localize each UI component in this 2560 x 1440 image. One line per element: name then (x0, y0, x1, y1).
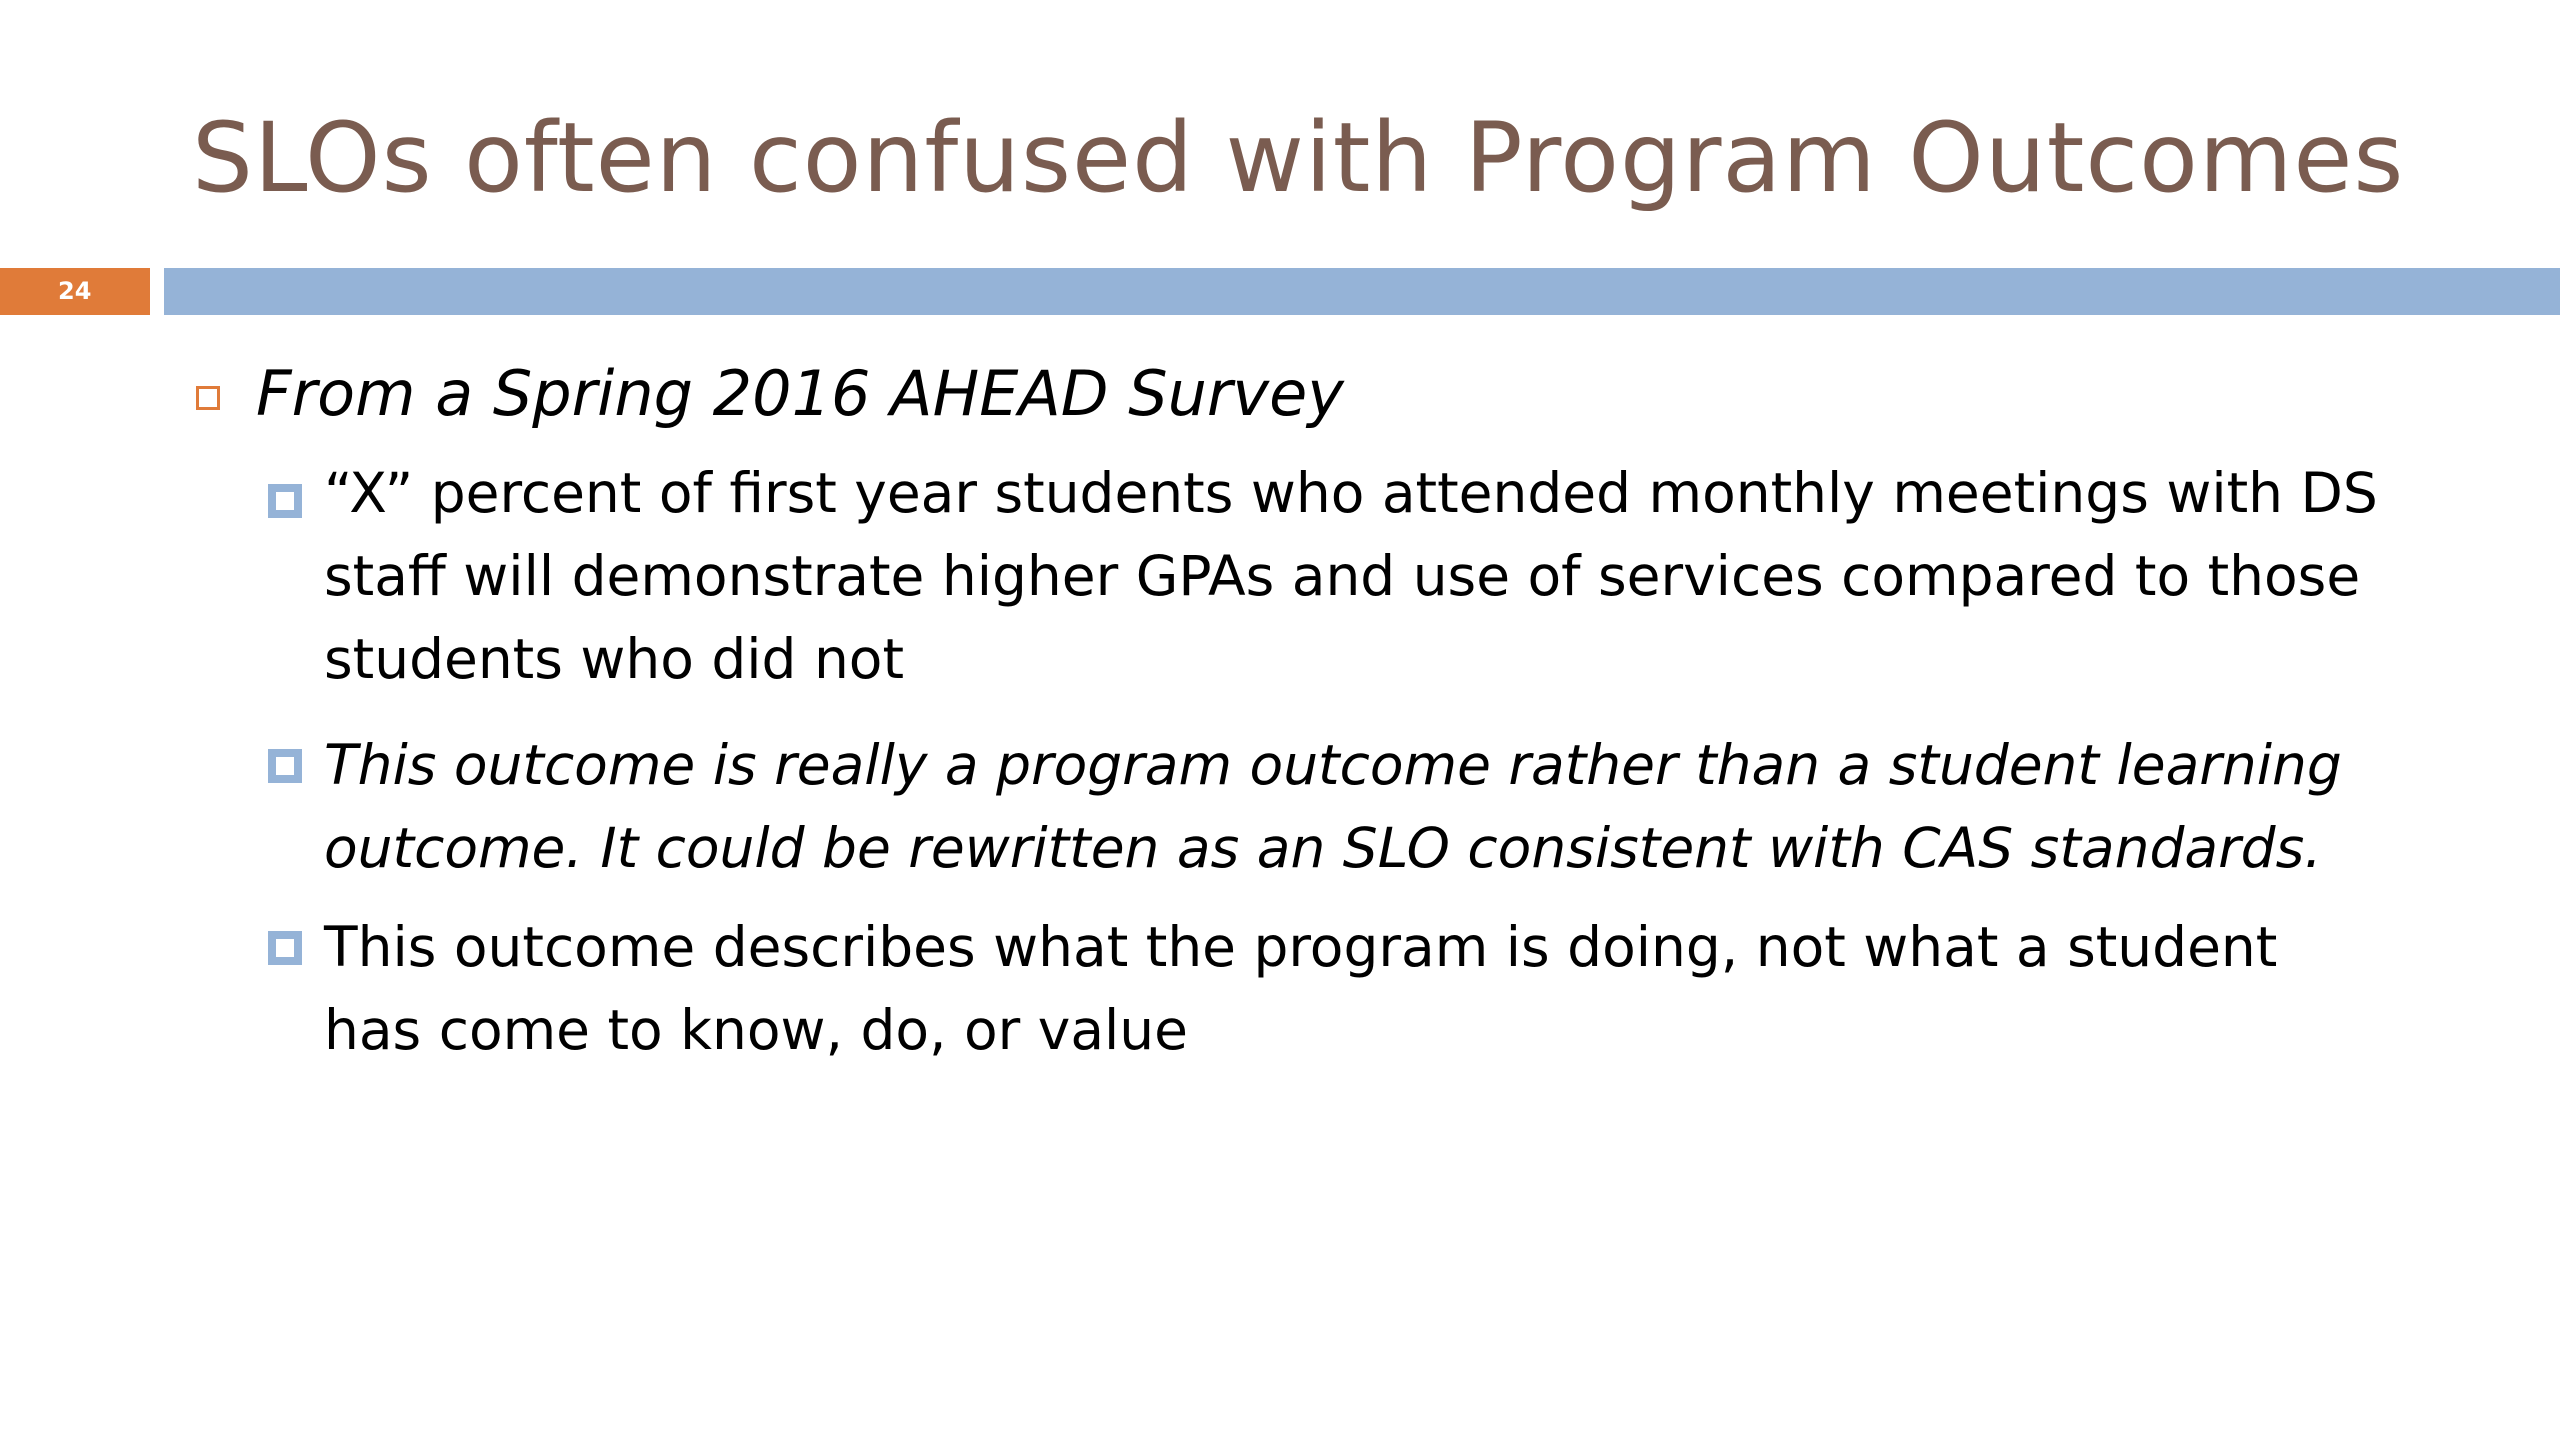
bullet-level-2-text: This outcome is really a program outcome rather than a student learning outcome. It could be rewritten as an SLO consistent with CAS standards. (324, 733, 2342, 880)
slide-title: SLOs often confused with Program Outcomes (192, 102, 2405, 214)
bullet-level-1-text: From a Spring 2016 AHEAD Survey (256, 357, 1344, 430)
square-bullet-icon (268, 931, 302, 965)
hollow-square-bullet-icon (196, 386, 220, 410)
bullet-level-2-text: This outcome describes what the program is doing, not what a student has come to know, do, or value (324, 915, 2278, 1062)
square-bullet-icon (268, 749, 302, 783)
bullet-level-2-text: “X” percent of first year students who attended monthly meetings with DS staff will demonstrate higher GPAs and use of services compared to those students who did not (324, 461, 2378, 691)
square-bullet-icon (268, 484, 302, 518)
title-rule-bar (164, 268, 2560, 315)
slide-number: 24 (0, 268, 150, 315)
